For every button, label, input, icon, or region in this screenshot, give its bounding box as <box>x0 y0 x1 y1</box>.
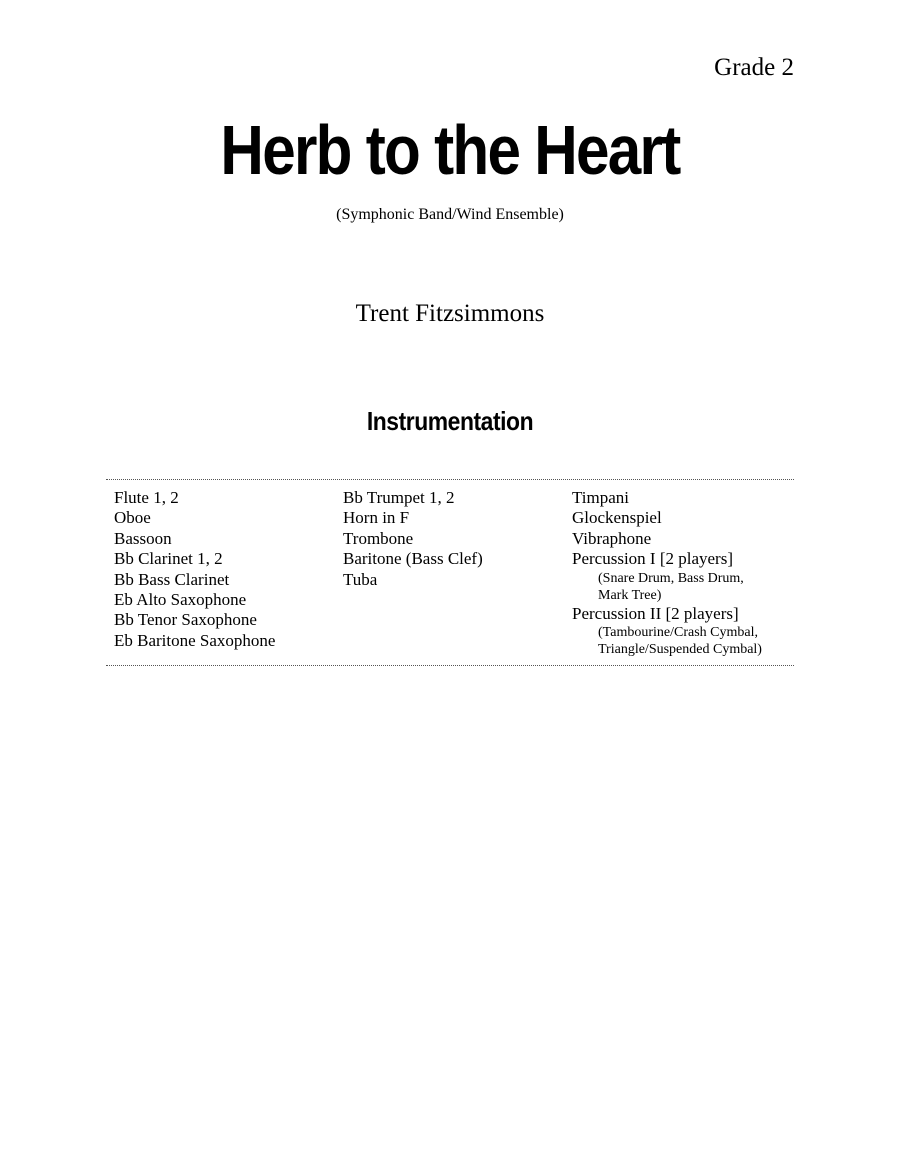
instrument-item: Tuba <box>343 569 378 589</box>
instrument-item: Bb Clarinet 1, 2 <box>114 549 223 569</box>
grade-label: Grade 2 <box>714 54 794 81</box>
instrumentation-heading: Instrumentation <box>366 406 534 436</box>
instrument-item-percussion-1: Percussion I [2 players] <box>572 549 733 569</box>
brass-column <box>343 488 483 590</box>
composer-name: Trent Fitzsimmons <box>355 300 545 327</box>
ensemble-subtitle: (Symphonic Band/Wind Ensemble) <box>336 206 564 223</box>
top-dotted-divider <box>106 479 794 480</box>
percussion-1-note: (Snare Drum, Bass Drum, <box>598 570 744 586</box>
percussion-column <box>572 488 762 658</box>
instrument-item: Oboe <box>114 508 151 528</box>
instrument-item: Flute 1, 2 <box>114 488 179 507</box>
instrument-item: Bb Trumpet 1, 2 <box>343 488 455 507</box>
instrument-item: Eb Alto Saxophone <box>114 590 247 610</box>
instrument-item-glockenspiel: Glockenspiel <box>572 508 662 528</box>
instrument-item-vibraphone: Vibraphone <box>572 528 652 548</box>
instrument-item-percussion-2: Percussion II [2 players] <box>572 603 739 623</box>
instrument-item: Bb Bass Clarinet <box>114 569 230 589</box>
instrument-item: Eb Baritone Saxophone <box>114 630 276 650</box>
woodwinds-column <box>114 488 275 651</box>
percussion-2-note: Triangle/Suspended Cymbal) <box>598 642 762 658</box>
instrument-item: Trombone <box>343 528 414 548</box>
instrument-item-timpani: Timpani <box>572 488 630 507</box>
percussion-2-note: (Tambourine/Crash Cymbal, <box>598 625 758 641</box>
instrument-item: Bb Tenor Saxophone <box>114 610 257 630</box>
page-title: Herb to the Heart <box>220 111 680 189</box>
bottom-dotted-divider <box>106 665 794 666</box>
instrument-item: Bassoon <box>114 528 172 548</box>
instrument-item: Baritone (Bass Clef) <box>343 549 483 569</box>
percussion-1-note: Mark Tree) <box>598 587 662 603</box>
instrument-item: Horn in F <box>343 508 410 528</box>
